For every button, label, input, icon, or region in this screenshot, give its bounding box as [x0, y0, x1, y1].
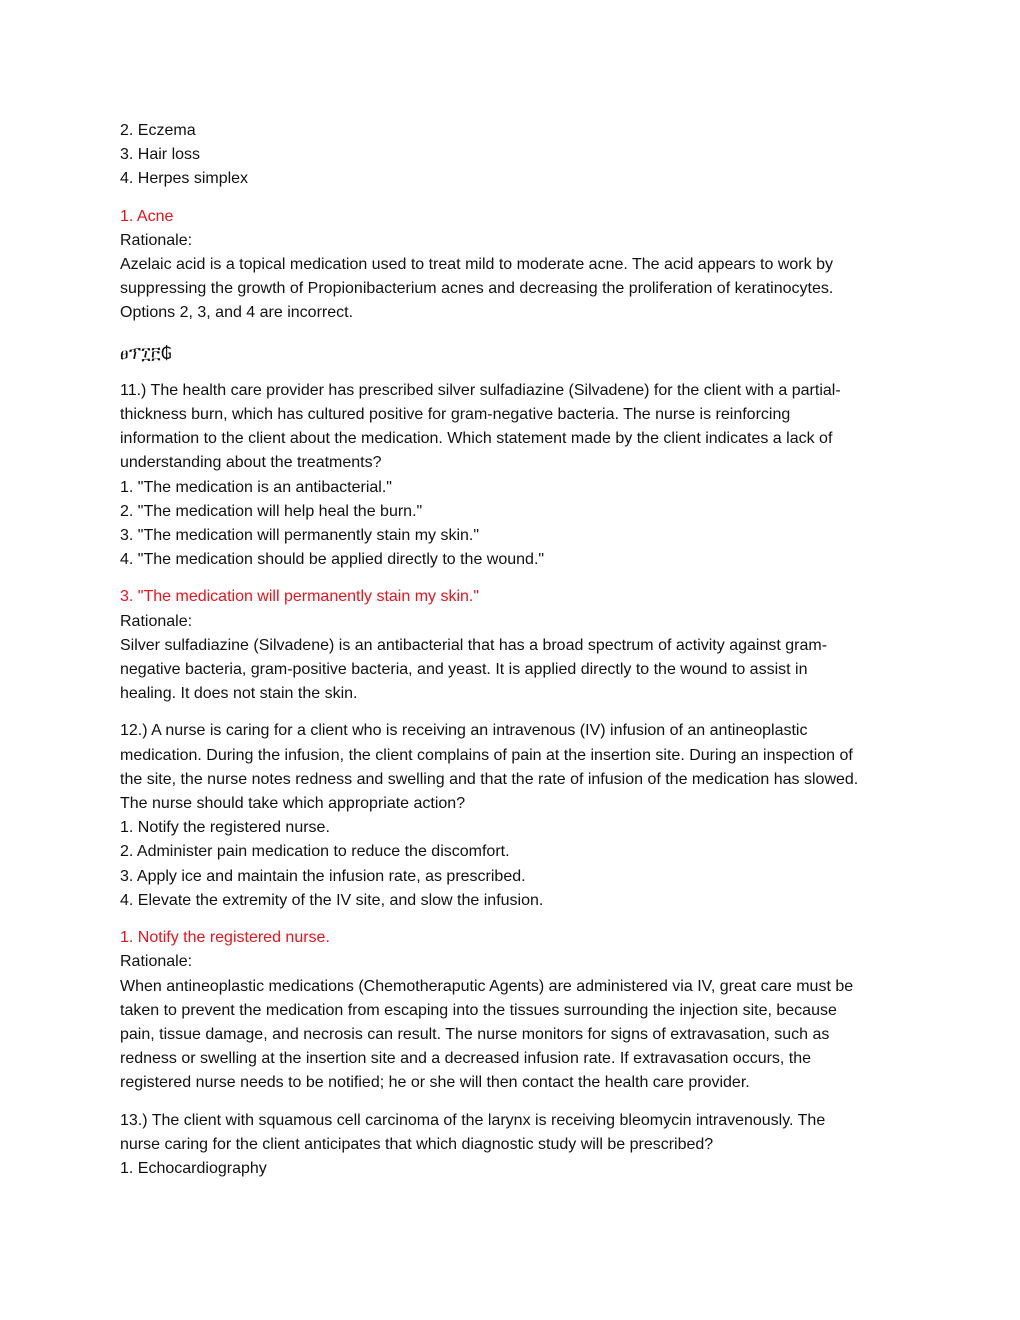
question-10-options: [120, 119, 910, 192]
option-4: 4. Elevate the extremity of the IV site, and slow the infusion.: [120, 891, 544, 909]
answer-text: 1. Acne: [120, 207, 174, 225]
question-12-answer-block: [120, 926, 910, 1095]
rationale-label: Rationale:: [120, 953, 193, 971]
rationale-line: registered nurse needs to be notified; he or she will then contact the health care provider.: [120, 1074, 750, 1092]
option-3: 3. Hair loss: [120, 146, 201, 164]
question-line: information to the client about the medication. Which statement made by the client indicates a lack of: [120, 430, 833, 448]
rationale-line: redness or swelling at the insertion site and a decreased infusion rate. If extravasation occurs, the: [120, 1050, 812, 1068]
rationale-line: suppressing the growth of Propionibacterium acnes and decreasing the proliferation of keratinocytes.: [120, 280, 834, 298]
rationale-label: Rationale:: [120, 612, 193, 630]
rationale-line: When antineoplastic medications (Chemotheraputic Agents) are administered via IV, great care must be: [120, 977, 854, 995]
rationale-line: negative bacteria, gram-positive bacteria, and yeast. It is applied directly to the wound to assist in: [120, 661, 808, 679]
option-3: 3. Apply ice and maintain the infusion rate, as prescribed.: [120, 867, 526, 885]
question-12: [120, 719, 910, 913]
question-11: [120, 379, 910, 573]
option-3: 3. "The medication will permanently stain my skin.": [120, 527, 480, 545]
answer-text: 3. "The medication will permanently stain my skin.": [120, 588, 480, 606]
question-13: [120, 1109, 910, 1182]
option-1: 1. Notify the registered nurse.: [120, 819, 330, 837]
rationale-label: Rationale:: [120, 231, 193, 249]
garbled-glyph-row: ፀፕ፲፫₲: [120, 343, 173, 364]
question-10-answer-block: [120, 205, 910, 326]
question-line: 12.) A nurse is caring for a client who is receiving an intravenous (IV) infusion of an antineoplastic: [120, 722, 808, 740]
document-page: [120, 119, 910, 1181]
question-line: thickness burn, which has cultured positive for gram-negative bacteria. The nurse is reinforcing: [120, 406, 791, 424]
option-4: 4. Herpes simplex: [120, 170, 249, 188]
option-1: 1. Echocardiography: [120, 1159, 267, 1177]
question-line: nurse caring for the client anticipates that which diagnostic study will be prescribed?: [120, 1135, 714, 1153]
option-2: 2. Eczema: [120, 122, 196, 139]
rationale-line: Options 2, 3, and 4 are incorrect.: [120, 304, 354, 322]
rationale-line: Azelaic acid is a topical medication used to treat mild to moderate acne. The acid appears to work by: [120, 256, 833, 274]
answer-text: 1. Notify the registered nurse.: [120, 929, 330, 947]
rationale-line: pain, tissue damage, and necrosis can result. The nurse monitors for signs of extravasation, such as: [120, 1025, 830, 1043]
rationale-line: healing. It does not stain the skin.: [120, 685, 358, 703]
question-line: The nurse should take which appropriate action?: [120, 795, 466, 813]
option-2: 2. "The medication will help heal the burn.": [120, 502, 423, 520]
question-line: 11.) The health care provider has prescribed silver sulfadiazine (Silvadene) for the client with a partial-: [120, 381, 841, 399]
question-line: the site, the nurse notes redness and swelling and that the rate of infusion of the medication has slowed.: [120, 770, 859, 788]
question-line: medication. During the infusion, the client complains of pain at the insertion site. During an inspection of: [120, 746, 853, 764]
option-2: 2. Administer pain medication to reduce the discomfort.: [120, 843, 510, 861]
rationale-line: taken to prevent the medication from escaping into the tissues surrounding the injection site, because: [120, 1001, 837, 1019]
question-line: 13.) The client with squamous cell carcinoma of the larynx is receiving bleomycin intravenously. The: [120, 1111, 826, 1129]
rationale-line: Silver sulfadiazine (Silvadene) is an antibacterial that has a broad spectrum of activity against gram-: [120, 636, 828, 654]
question-11-answer-block: [120, 585, 910, 706]
option-1: 1. "The medication is an antibacterial.": [120, 478, 392, 496]
question-line: understanding about the treatments?: [120, 454, 382, 472]
option-4: 4. "The medication should be applied directly to the wound.": [120, 551, 545, 569]
